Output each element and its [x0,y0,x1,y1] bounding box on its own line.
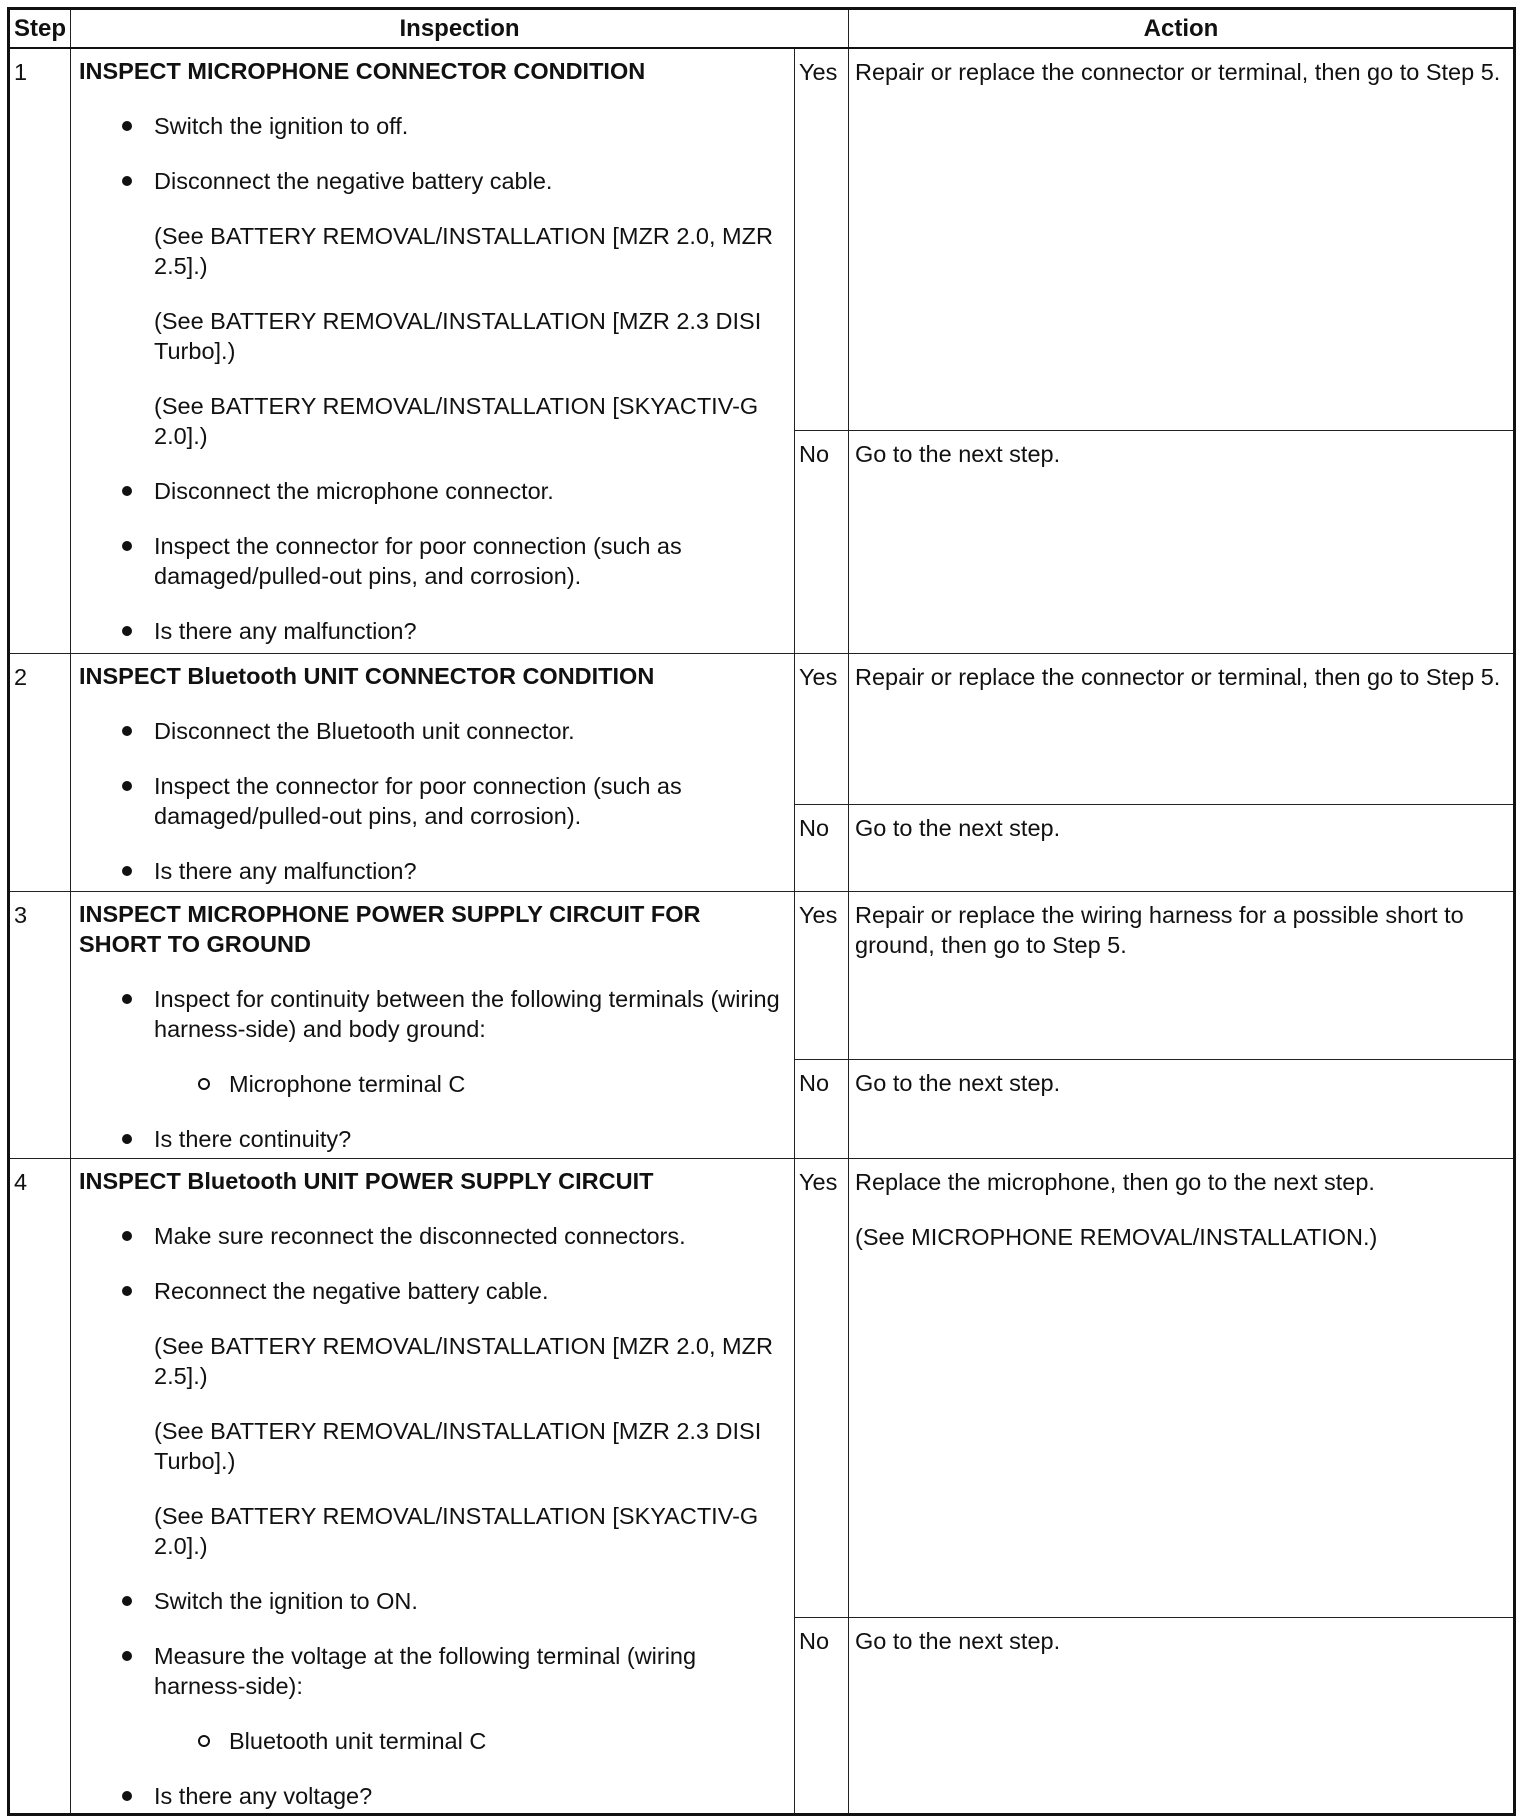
no-action [849,804,1515,891]
bullet-item: Inspect the connector for poor connection (such as damaged/pulled-out pins, and corrosion). [79,531,786,591]
yes-action [849,891,1515,1059]
action-text: Repair or replace the connector or terminal, then go to Step 5. [855,59,1501,85]
table-row [9,891,1515,1059]
bullet-item: Disconnect the microphone connector. [79,476,786,506]
reference-note: (See BATTERY REMOVAL/INSTALLATION [SKYACTIV-G 2.0].) [154,393,759,449]
yes-label: Yes [795,891,849,1059]
sub-bullet-item: Microphone terminal C [79,1069,786,1099]
no-label: No [795,1617,849,1814]
action-text: Repair or replace the wiring harness for a possible short to ground, then go to Step 5. [855,901,1464,958]
bullet-item: Is there any malfunction? [79,856,786,886]
reference-note: (See BATTERY REMOVAL/INSTALLATION [MZR 2.3 DISI Turbo].) [154,1417,762,1474]
step-title: INSPECT MICROPHONE POWER SUPPLY CIRCUIT FOR SHORT TO GROUND [79,900,701,957]
inspection-cell [71,48,795,653]
no-label: No [795,1059,849,1158]
sub-bullet-item: Bluetooth unit terminal C [79,1726,786,1756]
header-step: Step [9,9,71,49]
yes-label: Yes [795,653,849,804]
action-text: Go to the next step. [855,1627,1061,1654]
reference-note: (See BATTERY REMOVAL/INSTALLATION [MZR 2.3 DISI Turbo].) [154,308,762,364]
bullet-item: Disconnect the Bluetooth unit connector. [79,716,786,746]
yes-action [849,653,1515,804]
yes-action [849,1158,1515,1617]
bullet-item: Is there continuity? [79,1124,786,1154]
troubleshooting-table [7,7,1516,1816]
no-action [849,1617,1515,1814]
no-action [849,1059,1515,1158]
reference-note: (See BATTERY REMOVAL/INSTALLATION [MZR 2.0, MZR 2.5].) [154,223,773,279]
bullet-item: Reconnect the negative battery cable. [79,1276,786,1306]
header-inspection: Inspection [71,9,849,49]
step-title: INSPECT Bluetooth UNIT CONNECTOR CONDITION [79,662,655,689]
inspection-cell [71,891,795,1158]
bullet-item: Is there any voltage? [79,1781,786,1811]
bullet-item: Switch the ignition to off. [79,111,786,141]
yes-label: Yes [795,1158,849,1617]
document-page [7,7,1513,1810]
action-text: Repair or replace the connector or terminal, then go to Step 5. [855,663,1501,690]
yes-label: Yes [795,48,849,430]
no-label: No [795,804,849,891]
action-text: (See MICROPHONE REMOVAL/INSTALLATION.) [855,1223,1378,1250]
step-number: 4 [9,1158,71,1814]
step-title: INSPECT MICROPHONE CONNECTOR CONDITION [79,58,646,84]
header-row [9,9,1515,49]
step-number: 2 [9,653,71,891]
bullet-item: Inspect the connector for poor connection (such as damaged/pulled-out pins, and corrosion). [79,771,786,831]
reference-note: (See BATTERY REMOVAL/INSTALLATION [SKYACTIV-G 2.0].) [154,1502,759,1559]
action-text: Go to the next step. [855,814,1061,841]
action-text: Go to the next step. [855,440,1061,467]
step-title: INSPECT Bluetooth UNIT POWER SUPPLY CIRCUIT [79,1167,654,1194]
bullet-item: Disconnect the negative battery cable. [79,166,786,196]
table-row [9,1158,1515,1617]
bullet-item: Switch the ignition to ON. [79,1586,786,1616]
inspection-cell [71,1158,795,1814]
header-action: Action [849,9,1515,49]
table-body [9,48,1515,1814]
table-row [9,653,1515,804]
action-text: Replace the microphone, then go to the next step. [855,1168,1375,1195]
bullet-item: Inspect for continuity between the following terminals (wiring harness-side) and body ground: [79,984,786,1044]
reference-note: (See BATTERY REMOVAL/INSTALLATION [MZR 2.0, MZR 2.5].) [154,1332,773,1389]
yes-action [849,48,1515,430]
step-number: 3 [9,891,71,1158]
no-action [849,430,1515,653]
bullet-item: Is there any malfunction? [79,616,786,646]
action-text: Go to the next step. [855,1069,1061,1096]
bullet-item: Make sure reconnect the disconnected connectors. [79,1221,786,1251]
table-row [9,48,1515,430]
inspection-cell [71,653,795,891]
no-label: No [795,430,849,653]
bullet-item: Measure the voltage at the following terminal (wiring harness-side): [79,1641,786,1701]
step-number: 1 [9,48,71,653]
